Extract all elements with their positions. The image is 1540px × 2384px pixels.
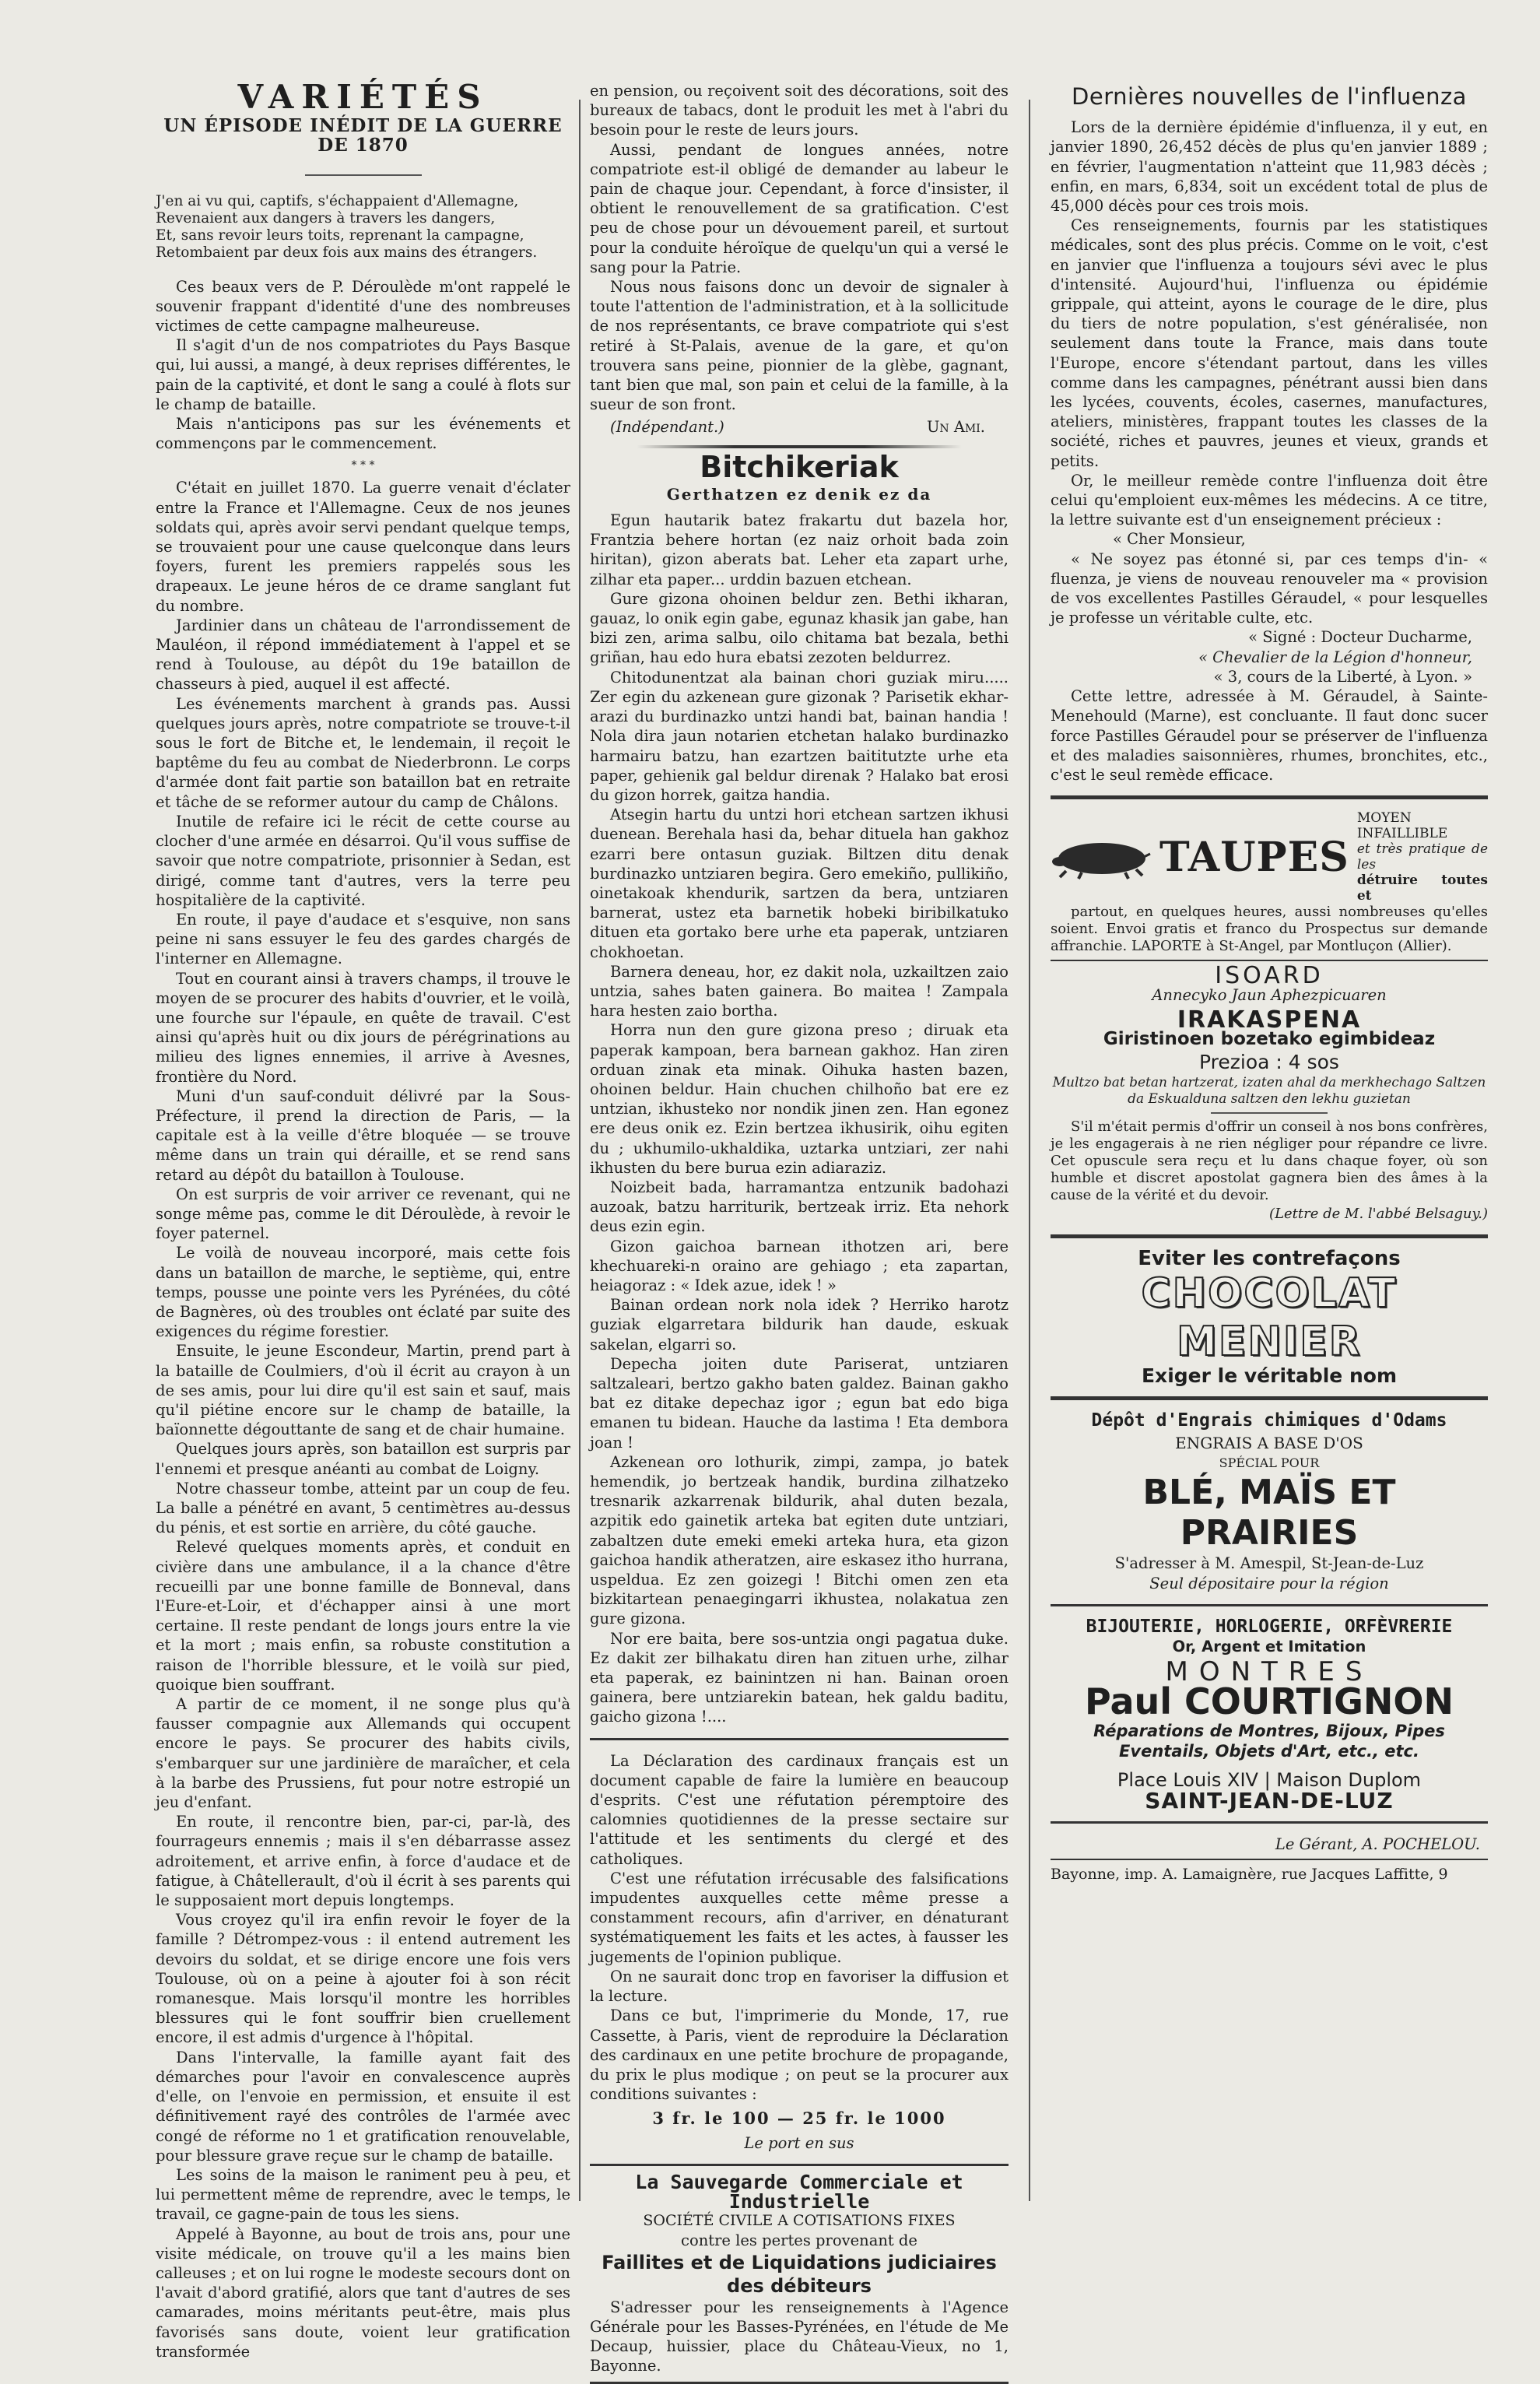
column-varietes [156, 78, 570, 2361]
ad-line: ENGRAIS A BASE D'OS [1175, 1433, 1363, 1452]
paragraph: Muni d'un sauf-conduit délivré par la Sous-Préfecture, il prend la direction de Paris, — la capitale est à la veille d'être bloquée — se trouve même dans un train qui déraille, et se rend sans retard au dépôt du bataillon à Toulouse. [156, 1087, 570, 1184]
paragraph: Tout en courant ainsi à travers champs, il trouve le moyen de se procurer des habits d'ouvrier, et le voilà, une fourche sur l'épaule, en quête de travail. C'est ainsi qu'après huit ou dix jours de pérégrinations au milieu des lignes ennemies, il arrive à Avesnes, frontière du Nord. [156, 969, 570, 1086]
paragraph: Ensuite, le jeune Escondeur, Martin, prend part à la bataille de Coulmiers, d'où il écrit au crayon à un de ses amis, pour lui dire qu'il est sain et sauf, mais qu'il piétine encore sur le champ de bataille, la baïonnette dégouttante de sang et de chair humaine. [156, 1342, 570, 1439]
article-title: Dernières nouvelles de l'influenza [1072, 83, 1467, 110]
paragraph: Dans l'intervalle, la famille ayant fait des démarches pour l'avoir en convalescence auprès d'elle, on l'envoie en permission, et ensuite il est définitivement rayé des contrôles de l'armée avec congé de réforme no 1 et gratification renouvelable, pour blessure grave reçue sur le champ de bataille. [156, 2048, 570, 2165]
ad-title: MENIER [1177, 1318, 1362, 1365]
paragraph: Aussi, pendant de longues années, notre compatriote est-il obligé de demander au labeur le pain de chaque jour. Cependant, à force d'insister, il obtient le renouvellement de sa gratification. C'est peu de chose pour un dévouement pareil, et surtout pour la conduite héroïque de quelqu'un qui a versé le sang pour la Patrie. [590, 140, 1009, 276]
paragraph: Le voilà de nouveau incorporé, mais cette fois dans un bataillon de marche, le septième, qui, entre temps, pousse une pointe vers les Pyrénées, du côté de Bagnères, où des troubles ont éclaté par suite des exigences du régime forestier. [156, 1244, 570, 1341]
paragraph: Azkenean oro lothurik, zimpi, zampa, jo batek hemendik, jo bertzeak handik, burdina zilhatzeko tresnarik azkarrenak bildurik, ahal duten bezala, azpitik edo gainetik arteka bat egiten dute untziari, zabaltzen dute emeki emeki arteka hura, eta gizon gaichoa handik atheratzen, aire eskasez itho hurrana, uspelduа. Ez zen goizegi ! Bitchi omen zen eta bizkitartean penaegingarri ikhustea, nolakatua zen gure gizona. [590, 1452, 1009, 1628]
paragraph: Ces beaux vers de P. Déroulède m'ont rappelé le souvenir frappant d'identité d'une des nombreuses victimes de cette campagne malheureuse. [156, 277, 570, 335]
paragraph: Inutile de refaire ici le récit de cette course au clocher d'une armée en désarroi. Qu'il vous suffise de savoir que notre compatriote, prisonnier à Sedan, est dirigé, comme tant d'autres, vers la terre peu hospitalière de la captivité. [156, 812, 570, 909]
ad-line: Seul dépositaire pour la région [1149, 1574, 1389, 1592]
signature: Un Ami. [926, 418, 985, 437]
manager: Le Gérant, A. POCHELOU. [1275, 1835, 1480, 1853]
paragraph: En route, il rencontre bien, par-ci, par-là, des fourrageurs ennemis ; mais il s'en débarrasse assez adroitement, et arrive enfin, à force d'audace et de fatigue, à Châtellerault, d'où il écrit à ses parents qui le supposaient mort depuis longtemps. [156, 1813, 570, 1910]
ad-title: ISOARD [1215, 962, 1324, 990]
paragraph: en pension, ou reçoivent soit des décorations, soit des bureaux de tabacs, dont le produit les met à l'abri du besoin pour le reste de leurs jours. [590, 82, 1009, 139]
ad-line: Place Louis XIV | Maison Duplom [1117, 1769, 1422, 1792]
column-middle [590, 81, 1009, 2375]
printer-line: Bayonne, imp. A. Lamaignère, rue Jacques Laffitte, 9 [1051, 1865, 1448, 1883]
asterism: * * * [351, 459, 375, 472]
paragraph: Gure gizona ohoinen beldur zen. Bethi ikharan, gauaz, lo onik egin gabe, egunaz khasik jan gabe, han bizi zen, arima salbu, oilo chitama bat bezala, bethi griñan, hau edo hura ebatsi zezoten beldurrez. [590, 589, 1009, 667]
paragraph: Barnera deneau, hor, ez dakit nola, uzkailtzen zaio untzia, sahes baten gainera. Bo maitea ! Zampala hara hesten zaio bortha. [590, 962, 1009, 1020]
ad-line: contre les pertes provenant de [681, 2231, 917, 2250]
ad-title: BIJOUTERIE, HORLOGERIE, ORFÈVRERIE [1086, 1616, 1453, 1637]
ad-title: Dépôt d'Engrais chimiques d'Odams [1091, 1410, 1447, 1431]
paragraph: Or, le meilleur remède contre l'influenza doit être celui qu'emploient eux-mêmes les médecins. A ce titre, la lettre suivante est d'un enseignement précieux : [1051, 471, 1488, 529]
paragraph: Depecha joiten dute Pariserat, untziaren saltzaleari, bertzo gakho baten galdez. Bainan gakho bat ez ditake depechaz igor ; egun bat edo biga emanen tu bidean. Hauche da lastima ! Eta dembora joan ! [590, 1354, 1009, 1452]
paragraph: Notre chasseur tombe, atteint par un coup de feu. La balle a pénétré en avant, 5 centimètres au-dessus du pénis, et est sortie en arrière, du côté gauche. [156, 1479, 570, 1537]
quote-source: (Lettre de M. l'abbé Belsaguy.) [1269, 1206, 1488, 1223]
paragraph: A partir de ce moment, il ne songe plus qu'à fausser compagnie aux Allemands qui occupent encore le pays. Se procurer des habits civils, s'embarquer sur une jardinière de maraîcher, et cela à la barbe des Prussiens, fut pour notre estropié un jeu d'enfant. [156, 1695, 570, 1812]
divider [590, 1738, 1009, 1740]
paragraph: La Déclaration des cardinaux français est un document capable de faire la lumière en beaucoup d'esprits. C'est une réfutation péremptoire des calomnies quotidiennes de la presse sectaire sur l'attitude et les sentiments du clergé et des catholiques. [590, 1751, 1009, 1868]
paragraph: On ne saurait donc trop en favoriser la diffusion et la lecture. [590, 1967, 1009, 2006]
ad-line: SPÉCIAL POUR [1219, 1455, 1320, 1471]
paragraph: Bainan ordean nork nola idek ? Herriko harotz guziak elgarretara bildurik han daude, eskuak sakelan, elgarri so. [590, 1296, 1009, 1354]
paragraph: C'était en juillet 1870. La guerre venait d'éclater entre la France et l'Allemagne. Ceux de nos jeunes soldats qui, après avoir servi pendant quelque temps, se trouvaient pour une cause quelconque dans leurs foyers, furent les premiers rappelés sous les drapeaux. Le jeune héros de ce drame sanglant fut du nombre. [156, 479, 570, 615]
ad-line: S'adresser à M. Amespil, St-Jean-de-Luz [1114, 1554, 1424, 1573]
ad-line: SOCIÉTÉ CIVILE A COTISATIONS FIXES [643, 2212, 956, 2230]
divider [1051, 1396, 1488, 1400]
article-title: Bitchikeriak [700, 449, 899, 484]
paragraph: Gizon gaichoa barnean ithotzen ari, bere khechuareki-n oraino are gehiago ; eta zapartan, heiagoraz : « Idek azue, idek ! » [590, 1237, 1009, 1294]
price-line: Prezioa : 4 sos [1199, 1050, 1339, 1073]
divider [637, 445, 962, 448]
verse-line: Retombaient par deux fois aux mains des étrangers. [156, 244, 538, 261]
paragraph: Chitodunentzat ala bainan chori guziak miru..... Zer egin du azkenean gure gizonak ? Parisetik ekhar-arazi du burdinazko untzi handi bat, bainan handia ! Nola dira jaun notarien etchetan halako burdinazko harmairu batzu, han ezartzen baititutzte urhe eta paper, gehienik gal beldur direnak ? Halako bat erosi du gizon horrek, gaitza handia. [590, 668, 1009, 804]
paragraph: Nous nous faisons donc un devoir de signaler à toute l'attention de l'administration, et à la sollicitude de nos représentants, ce brave compatriote qui s'est retiré à St-Palais, avenue de la gare, et qu'on trouvera sans peine, pionnier de la glèbe, gagnant, tant bien que mal, son pain et celui de la famille, à la sueur de son front. [590, 278, 1009, 414]
divider [1051, 1821, 1488, 1824]
column-rule [579, 100, 581, 2201]
letter-signature: « Signé : Docteur Ducharme, [1248, 628, 1472, 647]
ad-line: SAINT-JEAN-DE-LUZ [1145, 1787, 1394, 1813]
ad-line: S'adresser pour les renseignements à l'Agence Générale pour les Basses-Pyrénées, en l'étude de Me Decaup, huissier, place du Château-Vieux, no 1, Bayonne. [590, 2298, 1009, 2375]
paragraph: Ces renseignements, fournis par les statistiques médicales, sont des plus précis. Comme on le voit, c'est en janvier que l'influenza a toujours sévi avec le plus d'intensité. Aujourd'hui, l'influenza ou épidémie grippale, qui atteint, ayons le courage de le dire, plus du tiers de notre population, s'est généralisée, non seulement dans toute la France, mais dans toute l'Europe, encore s'étendant partout, dans les villes comme dans les campagnes, pénétrant aussi bien dans les lycées, couvents, écoles, casernes, manufactures, ateliers, ministères, frappant toutes les classes de la société, riches et pauvres, jeunes et vieux, grands et petits. [1051, 216, 1488, 470]
section-heading: VARIÉTÉS [237, 78, 489, 116]
divider [305, 174, 422, 176]
signature-line [590, 417, 1009, 437]
ad-title: MONTRES [1165, 1656, 1373, 1688]
paragraph: En route, il paye d'audace et s'esquive, non sans peine ni sans essuyer le feu des gardes chargés de l'interner en Allemagne. [156, 910, 570, 968]
ad-line: MOYEN INFAILLIBLE [1356, 810, 1448, 842]
paragraph: Appelé à Bayonne, au bout de trois ans, pour une visite médicale, on trouve qu'il a les mains bien calleuses ; et on lui rogne le modeste secours dont on l'avait d'abord gratifié, alors que tant d'autres de ses camarades, moins méritants peut-être, mais plus favorisés sans doute, voient leur gratification transformée [156, 2224, 570, 2361]
ad-title: IRAKASPENA [1177, 1006, 1362, 1034]
article-subtitle: Gerthatzen ez denik ez da [666, 484, 932, 504]
ad-title: La Sauvegarde Commerciale et Industrielle [635, 2170, 963, 2213]
article-title: UN ÉPISODE INÉDIT DE LA GUERRE DE 1870 [163, 115, 563, 156]
price-line: 3 fr. le 100 — 25 fr. le 1000 [652, 2108, 946, 2129]
verse-line: J'en ai vu qui, captifs, s'échappaient d'Allemagne, [156, 192, 519, 209]
ad-line: détruire toutes et [1356, 872, 1488, 904]
ad-title: Paul COURTIGNON [1085, 1680, 1454, 1723]
letter-body: « Ne soyez pas étonné si, par ces temps d'in- « fluenza, je viens de nouveau renouveler ma « provision de vos excellentes Pastilles Géraudel, « pour lesquelles je professe un véritable culte, etc. [1051, 549, 1488, 627]
ad-line: Eviter les contrefaçons [1138, 1247, 1401, 1271]
paragraph: Il s'agit d'un de nos compatriotes du Pays Basque qui, lui aussi, a mangé, à deux reprises différentes, le pain de la captivité, et dont le sang a coulé à flots sur le champ de bataille. [156, 336, 570, 413]
divider [1051, 1859, 1488, 1860]
ad-line: et très pratique de les [1356, 841, 1488, 873]
paragraph: Dans ce but, l'imprimerie du Monde, 17, rue Cassette, à Paris, vient de reproduire la Déclaration des cardinaux en une petite brochure de propagande, du prix le plus modique ; on peut se la procurer aux conditions suivantes : [590, 2007, 1009, 2104]
ad-sauvegarde [590, 2164, 1009, 2384]
ad-line: Or, Argent et Imitation [1172, 1637, 1366, 1655]
divider [1051, 960, 1488, 961]
ad-title: CHOCOLAT [1141, 1269, 1398, 1317]
paragraph: Atsegin hartu du untzi hori etchean sartzen ikhusi duenean. Berehala hasi da, behar dituela han gakhoz ezarri bere ontasun guziak. Biltzen ditu denak burdinazko untziaren begira. Gero emekiño, pullikiño, oinetakoak khendurik, sartzen da bera, untziaren barnerat, ustez eta barnetik hobeki biribilkatuko dituen eta gortako bere urhe eta paperak, untziaren chokhoetan. [590, 806, 1009, 961]
paragraph: Les soins de la maison le raniment peu à peu, et lui permettent même de reprendre, avec le temps, le travail, ce gagne-pain de tous les siens. [156, 2165, 570, 2224]
verse-line: Revenaient aux dangers à travers les dangers, [156, 209, 496, 226]
divider [1051, 1604, 1488, 1606]
paragraph: Jardinier dans un château de l'arrondissement de Mauléon, il répond immédiatement à l'appel et se rend à Toulouse, au dépôt du 19e bataillon de chasseurs à pied, auquel il est affecté. [156, 616, 570, 693]
ad-tagline [1357, 810, 1488, 904]
paragraph: Cette lettre, adressée à M. Géraudel, à Sainte-Menehould (Marne), est concluante. Il faut donc sucer force Pastilles Géraudel pour se préserver de l'influenza et des maladies saisonnières, rhumes, bronchites, etc., c'est le seul remède efficace. [1051, 687, 1488, 784]
verse [156, 193, 570, 262]
paragraph: Relevé quelques moments après, et conduit en civière dans une ambulance, il a la chance d'être recueilli par une bonne famille de Bonneval, dans l'Eure-et-Loir, et d'échapper ainsi à une mort certaine. Il reste pendant de longs jours entre la vie et la mort ; mais enfin, sa robuste constitution a raison de l'horrible blessure, et le voilà sur pied, quoique bien souffrant. [156, 1538, 570, 1694]
ad-line: Faillites et de Liquidations judiciaires des débiteurs [602, 2251, 997, 2297]
paragraph: Egun hautarik batez frakartu dut bazela hor, Frantzia behere hortan (ez naiz orhoit bada zoin hiritan), gizon aberats bat. Leher eta zapart urhe, zilhar eta paper... urddin bazuen etchean. [590, 511, 1009, 588]
paragraph: Quelques jours après, son bataillon est surpris par l'ennemi et presque anéanti au combat de Loigny. [156, 1440, 570, 1478]
ad-line: Annecyko Jaun Aphezpicuaren [1152, 986, 1387, 1005]
column-right [1051, 81, 1488, 2214]
column-rule [1029, 100, 1030, 2201]
source: (Indépendant.) [610, 418, 724, 437]
letter-signature: « Chevalier de la Légion d'honneur, [1198, 648, 1472, 666]
paragraph: Mais n'anticipons pas sur les événements et commençons par le commencement. [156, 415, 570, 453]
ad-line: Réparations de Montres, Bijoux, Pipes Eventails, Objets d'Art, etc., etc. [1093, 1722, 1445, 1761]
divider [1051, 795, 1488, 799]
divider [1051, 1234, 1488, 1238]
mole-icon [1051, 835, 1152, 879]
quote: S'il m'était permis d'offrir un conseil à nos bons confrères, je les engagerais à ne rien négliger pour répandre ce livre. Cet opuscule sera reçu et lu dans chaque foyer, où son humble et discret apostolat gagnera bien des âmes à la cause de la vérité et du devoir. [1051, 1118, 1488, 1204]
paragraph: Horra nun den gure gizona preso ; diruak eta paperak kampoan, bera barnean gakhoz. Han ziren orduan zinak eta minak. Oihuka hasten bazen, ohoinen beldur. Hain chuchen chilhoño bat ere ez untzian, ikhusteko nor nondik jinen zen. Han egonez ere deus onik ez. Ezin bertzea ikhusirik, oihu egiten du ; ukhumilo-ukhaldika, uztarka untziari, zer nahi ikhusten du bere burua ezin adiaraziz. [590, 1021, 1009, 1177]
ad-line: Multzo bat betan hartzerat, izaten ahal da merkhechago Saltzen da Eskualduna saltzen den lekhu guzietan [1052, 1075, 1486, 1108]
divider [1211, 1112, 1328, 1114]
ad-title: BLÉ, MAÏS ET PRAIRIES [1142, 1473, 1396, 1554]
verse-line: Et, sans revoir leurs toits, reprenant la campagne, [156, 226, 524, 244]
paragraph: Noizbeit bada, harramantza entzunik badohazi auzoak, batzu harriturik, bertzeak irriz. Eta nehork deus ezin egin. [590, 1178, 1009, 1236]
paragraph: Les événements marchent à grands pas. Aussi quelques jours après, notre compatriote se trouve-t-il sous le fort de Bitche et, le lendemain, il reçoit le baptême du feu au combat de Niederbronn. Le corps d'armée dont fait partie son bataillon bat en retraite et tâche de se reformer autour du camp de Châlons. [156, 694, 570, 811]
ad-taupes [1051, 810, 1488, 904]
paragraph: On est surpris de voir arriver ce revenant, qui ne songe même pas, comme le dit Déroulède, à revoir le foyer paternel. [156, 1185, 570, 1243]
paragraph: Vous croyez qu'il ira enfin revoir le foyer de la famille ? Détrompez-vous : il entend autrement les devoirs du soldat, et se dirige encore une fois vers Toulouse, où on a peine à ajouter foi à son récit romanesque. Mais lorsqu'il montre les horribles blessures qui le font souffrir bien cruellement encore, il est admis d'urgence à l'hôpital. [156, 1911, 570, 2047]
paragraph: Nor ere baita, bere sos-untzia ongi pagatua duke. Ez dakit zer bilhakatu diren han zituen urhe, zilhar eta paperak, ez bainintzen ni han. Bainan oroen gainera, bere untziarekin batean, hek galdu baditu, gaicho gizona !.... [590, 1629, 1009, 1726]
paragraph: C'est une réfutation irrécusable des falsifications impudentes auxquelles cette même presse a constamment recours, afin d'arriver, en dénaturant systématiquement les faits et les actes, à fausser les jugements de l'opinion publique. [590, 1869, 1009, 1966]
shipping-note: Le port en sus [744, 2133, 854, 2152]
ad-line: Exiger le véritable nom [1141, 1364, 1397, 1387]
ad-title: TAUPES [1159, 833, 1349, 881]
ad-body: partout, en quelques heures, aussi nombreuses qu'elles soient. Envoi gratis et franco du Prospectus sur demande affranchie. LAPORTE à St-Angel, par Montluçon (Allier). [1051, 904, 1488, 955]
paragraph: Lors de la dernière épidémie d'influenza, il y eut, en janvier 1890, 26,452 décès de plus qu'en janvier 1889 ; en février, l'augmentation n'atteint que 11,983 décès ; enfin, en mars, 6,834, soit un excédent total de plus de 45,000 décès pour ces trois mois. [1051, 118, 1488, 216]
letter-salutation: « Cher Monsieur, [1113, 530, 1246, 549]
letter-signature: « 3, cours de la Liberté, à Lyon. » [1213, 667, 1472, 686]
ad-line: Giristinoen bozetako egimbideaz [1103, 1028, 1436, 1049]
